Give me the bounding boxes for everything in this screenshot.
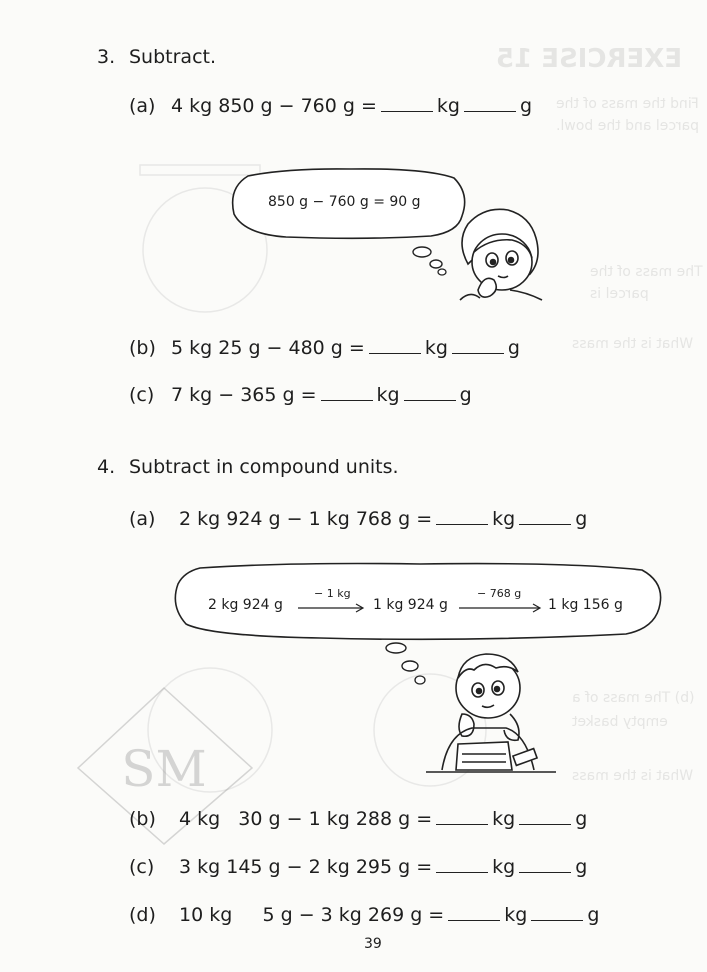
bleed-through-line: Find the mass of the <box>556 96 699 112</box>
part-label: (a) <box>129 508 156 530</box>
unit-kg: kg <box>424 337 448 359</box>
unit-g: g <box>575 856 588 878</box>
q4-instruction: Subtract in compound units. <box>129 456 399 478</box>
thought-step2-label: − 768 g <box>477 587 522 600</box>
thought-bubble <box>226 166 476 276</box>
part-expression: 2 kg 924 g − 1 kg 768 g = <box>179 508 433 530</box>
bleed-through-line: What is the mass <box>572 336 694 352</box>
bleed-through-line: empty basket <box>572 714 668 730</box>
arrow-right-icon <box>459 603 545 613</box>
thought-start-value: 2 kg 924 g <box>208 597 283 613</box>
kg-answer-blank[interactable] <box>448 904 500 921</box>
bleed-through-line: parcel is <box>590 286 649 302</box>
thought-bubble <box>170 562 670 682</box>
part-expression: 4 kg 30 g − 1 kg 288 g = <box>179 808 433 830</box>
part-expression: 10 kg 5 g − 3 kg 269 g = <box>179 904 445 926</box>
bleed-through-title: EXERCISE 15 <box>496 44 683 74</box>
bleed-through-line: The mass of the <box>590 264 703 280</box>
kg-answer-blank[interactable] <box>321 384 373 401</box>
g-answer-blank[interactable] <box>519 508 571 525</box>
g-answer-blank[interactable] <box>404 384 456 401</box>
part-expression: 3 kg 145 g − 2 kg 295 g = <box>179 856 433 878</box>
g-answer-blank[interactable] <box>519 808 571 825</box>
part-label: (b) <box>129 337 156 359</box>
kg-answer-blank[interactable] <box>436 508 488 525</box>
unit-kg: kg <box>436 95 460 117</box>
thought-mid-value: 1 kg 924 g <box>373 597 448 613</box>
part-expression: 5 kg 25 g − 480 g = <box>171 337 365 359</box>
q4-number: 4. <box>97 456 116 478</box>
g-answer-blank[interactable] <box>464 95 516 112</box>
part-expression: 4 kg 850 g − 760 g = <box>171 95 377 117</box>
unit-kg: kg <box>376 384 400 406</box>
boy-thinking-illustration <box>422 642 562 782</box>
part-expression: 7 kg − 365 g = <box>171 384 317 406</box>
q3-instruction: Subtract. <box>129 46 217 68</box>
part-label: (c) <box>129 856 155 878</box>
unit-kg: kg <box>492 856 516 878</box>
g-answer-blank[interactable] <box>531 904 583 921</box>
watermark-text: SM <box>121 740 207 798</box>
part-label: (b) <box>129 808 156 830</box>
q3-number: 3. <box>97 46 116 68</box>
part-label: (c) <box>129 384 155 406</box>
bleed-through-line: (b) The mass of a <box>572 690 695 706</box>
unit-g: g <box>520 95 533 117</box>
q4-part-d <box>129 904 599 926</box>
g-answer-blank[interactable] <box>452 337 504 354</box>
unit-g: g <box>459 384 472 406</box>
girl-thinking-illustration <box>450 204 550 304</box>
kg-answer-blank[interactable] <box>436 808 488 825</box>
q3-part-a <box>129 95 532 117</box>
unit-g: g <box>575 808 588 830</box>
unit-kg: kg <box>492 508 516 530</box>
part-label: (a) <box>129 95 156 117</box>
unit-g: g <box>575 508 588 530</box>
unit-g: g <box>507 337 520 359</box>
thought-bubble-text: 850 g − 760 g = 90 g <box>268 194 421 210</box>
kg-answer-blank[interactable] <box>369 337 421 354</box>
q3-part-c <box>129 384 472 406</box>
kg-answer-blank[interactable] <box>381 95 433 112</box>
bleed-through-line: parcel and the bowl. <box>556 118 700 134</box>
q3-part-b <box>129 337 520 359</box>
unit-kg: kg <box>504 904 528 926</box>
arrow-right-icon <box>298 603 368 613</box>
page-number: 39 <box>364 936 382 952</box>
g-answer-blank[interactable] <box>519 856 571 873</box>
q4-part-c <box>129 856 587 878</box>
kg-answer-blank[interactable] <box>436 856 488 873</box>
unit-kg: kg <box>492 808 516 830</box>
q4-part-b <box>129 808 587 830</box>
thought-step1-label: − 1 kg <box>314 587 351 600</box>
thought-end-value: 1 kg 156 g <box>548 597 623 613</box>
unit-g: g <box>587 904 600 926</box>
part-label: (d) <box>129 904 156 926</box>
bleed-through-line: What is the mass <box>572 768 694 784</box>
q4-part-a <box>129 508 587 530</box>
